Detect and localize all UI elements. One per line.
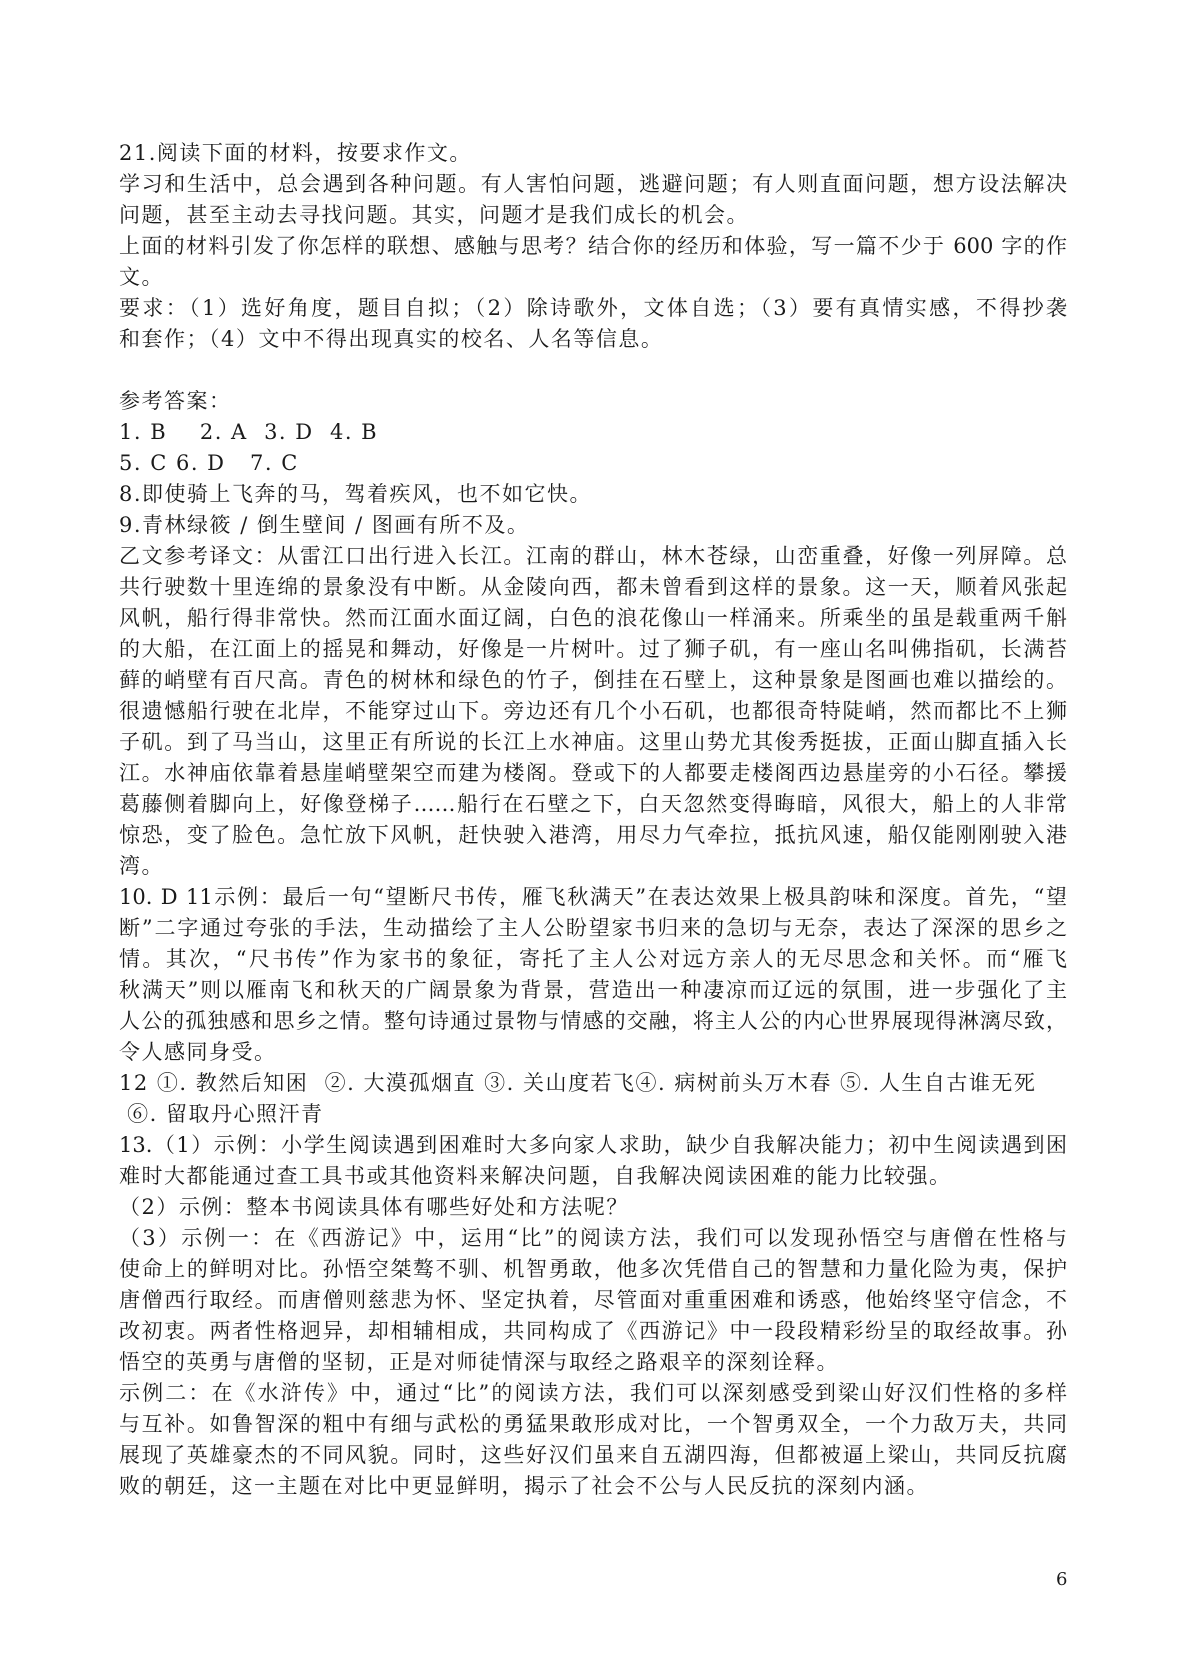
text-line: 令人感同身受。 [119,1040,277,1064]
text-line: 难时大都能通过查工具书或其他资料来解决问题，自我解决阅读困难的能力比较强。 [119,1164,952,1188]
page-body [119,138,1067,1502]
text-line: 藓的峭壁有百尺高。青色的树林和绿色的竹子，倒挂在石壁上，这种景象是图画也难以描绘的。 [119,668,1067,692]
text-line: 共行驶数十里连绵的景象没有中断。从金陵向西，都未曾看到这样的景象。这一天，顺着风张起 [119,575,1067,599]
text-line: 很遗憾船行驶在北岸，不能穿过山下。旁边还有几个小石矶，也都很奇特陡峭，然而都比不上狮 [119,699,1067,723]
blank-line [119,355,1067,386]
text-line: 13.（1）示例：小学生阅读遇到困难时大多向家人求助，缺少自我解决能力；初中生阅读遇到困 [119,1133,1067,1157]
text-line: 5. C 6. D 7. C [119,451,299,475]
text-line: 12 ①. 教然后知困 ②. 大漠孤烟直 ③. 关山度若飞④. 病树前头万木春 ⑤. 人生自古谁无死 [119,1071,1037,1095]
text-line: 与互补。如鲁智深的粗中有细与武松的勇猛果敢形成对比，一个智勇双全，一个力敌万夫，共同 [119,1412,1067,1436]
text-line: 情。其次，“尺书传”作为家书的象征，寄托了主人公对远方亲人的无尽思念和关怀。而“雁飞 [119,947,1067,971]
essay-question-21 [119,138,1067,355]
text-line: 败的朝廷，这一主题在对比中更显鲜明，揭示了社会不公与人民反抗的深刻内涵。 [119,1474,929,1498]
text-line: 学习和生活中，总会遇到各种问题。有人害怕问题，逃避问题；有人则直面问题，想方设法解决 [119,172,1067,196]
text-line: 悟空的英勇与唐僧的坚韧，正是对师徒情深与取经之路艰辛的深刻诠释。 [119,1350,839,1374]
question-title: 21.阅读下面的材料，按要求作文。 [119,141,472,165]
answer-9: 9.青林绿筱 / 倒生壁间 / 图画有所不及。 [119,513,530,537]
text-line: （2）示例：整本书阅读具体有哪些好处和方法呢？ [119,1195,629,1219]
answer-12 [119,1068,1067,1130]
text-line: 问题，甚至主动去寻找问题。其实，问题才是我们成长的机会。 [119,203,749,227]
text-line: 文。 [119,265,164,289]
text-line: 唐僧西行取经。而唐僧则慈悲为怀、坚定执着，尽管面对重重困难和诱惑，他始终坚守信念，不 [119,1288,1067,1312]
text-line: 和套作；（4）文中不得出现真实的校名、人名等信息。 [119,327,664,351]
text-line: 的大船，在江面上的摇晃和舞动，好像是一片树叶。过了狮子矶，有一座山名叫佛指矶，长满苔 [119,637,1067,661]
text-line: 改初衷。两者性格迥异，却相辅相成，共同构成了《西游记》中一段段精彩纷呈的取经故事。孙 [119,1319,1067,1343]
answer-8: 8.即使骑上飞奔的马，驾着疾风，也不如它快。 [119,482,593,506]
text-line: 1. B 2. A 3. D 4. B [119,420,379,444]
translation [119,541,1067,882]
text-line: 断”二字通过夸张的手法，生动描绘了主人公盼望家书归来的急切与无奈，表达了深深的思乡之 [119,916,1067,940]
text-line: 要求：（1）选好角度，题目自拟；（2）除诗歌外，文体自选；（3）要有真情实感，不得抄袭 [119,296,1067,320]
text-line: （3）示例一：在《西游记》中，运用“比”的阅读方法，我们可以发现孙悟空与唐僧在性格与 [119,1226,1067,1250]
text-line: 上面的材料引发了你怎样的联想、感触与思考？结合你的经历和体验，写一篇不少于 600 字的作 [119,234,1067,258]
answer-13 [119,1130,1067,1502]
text-line: 10. D 11示例：最后一句“望断尺书传，雁飞秋满天”在表达效果上极具韵味和深度。首先，“望 [119,885,1067,909]
text-line: 湾。 [119,854,164,878]
text-line: 使命上的鲜明对比。孙悟空桀骜不驯、机智勇敢，他多次凭借自己的智慧和力量化险为夷，保护 [119,1257,1067,1281]
multiple-choice-answers [119,417,1067,479]
text-line: 乙文参考译文：从雷江口出行进入长江。江南的群山，林木苍绿，山峦重叠，好像一列屏障。总 [119,544,1067,568]
text-line: 秋满天”则以雁南飞和秋天的广阔景象为背景，营造出一种凄凉而辽远的氛围，进一步强化了主 [119,978,1067,1002]
text-line: 江。水神庙依靠着悬崖峭壁架空而建为楼阁。登或下的人都要走楼阁西边悬崖旁的小石径。攀援 [119,761,1067,785]
text-line: 葛藤侧着脚向上，好像登梯子……船行在石壁之下，白天忽然变得晦暗，风很大，船上的人非常 [119,792,1067,816]
text-line: 子矶。到了马当山，这里正有所说的长江上水神庙。这里山势尤其俊秀挺拔，正面山脚直插入长 [119,730,1067,754]
text-line: 惊恐，变了脸色。急忙放下风帆，赶快驶入港湾，用尽力气牵拉，抵抗风速，船仅能刚刚驶入港 [119,823,1067,847]
answer-10-11 [119,882,1067,1068]
text-line: ⑥. 留取丹心照汗青 [119,1102,324,1126]
text-line: 风帆，船行得非常快。然而江面水面辽阔，白色的浪花像山一样涌来。所乘坐的虽是载重两千斛 [119,606,1067,630]
page-number: 6 [1056,1569,1068,1590]
text-line: 展现了英雄豪杰的不同风貌。同时，这些好汉们虽来自五湖四海，但都被逼上梁山，共同反抗腐 [119,1443,1067,1467]
text-line: 人公的孤独感和思乡之情。整句诗通过景物与情感的交融，将主人公的内心世界展现得淋漓尽致， [119,1009,1067,1033]
answers-heading: 参考答案： [119,389,232,413]
text-line: 示例二：在《水浒传》中，通过“比”的阅读方法，我们可以深刻感受到梁山好汉们性格的多样 [119,1381,1067,1405]
answer-key [119,386,1067,1502]
